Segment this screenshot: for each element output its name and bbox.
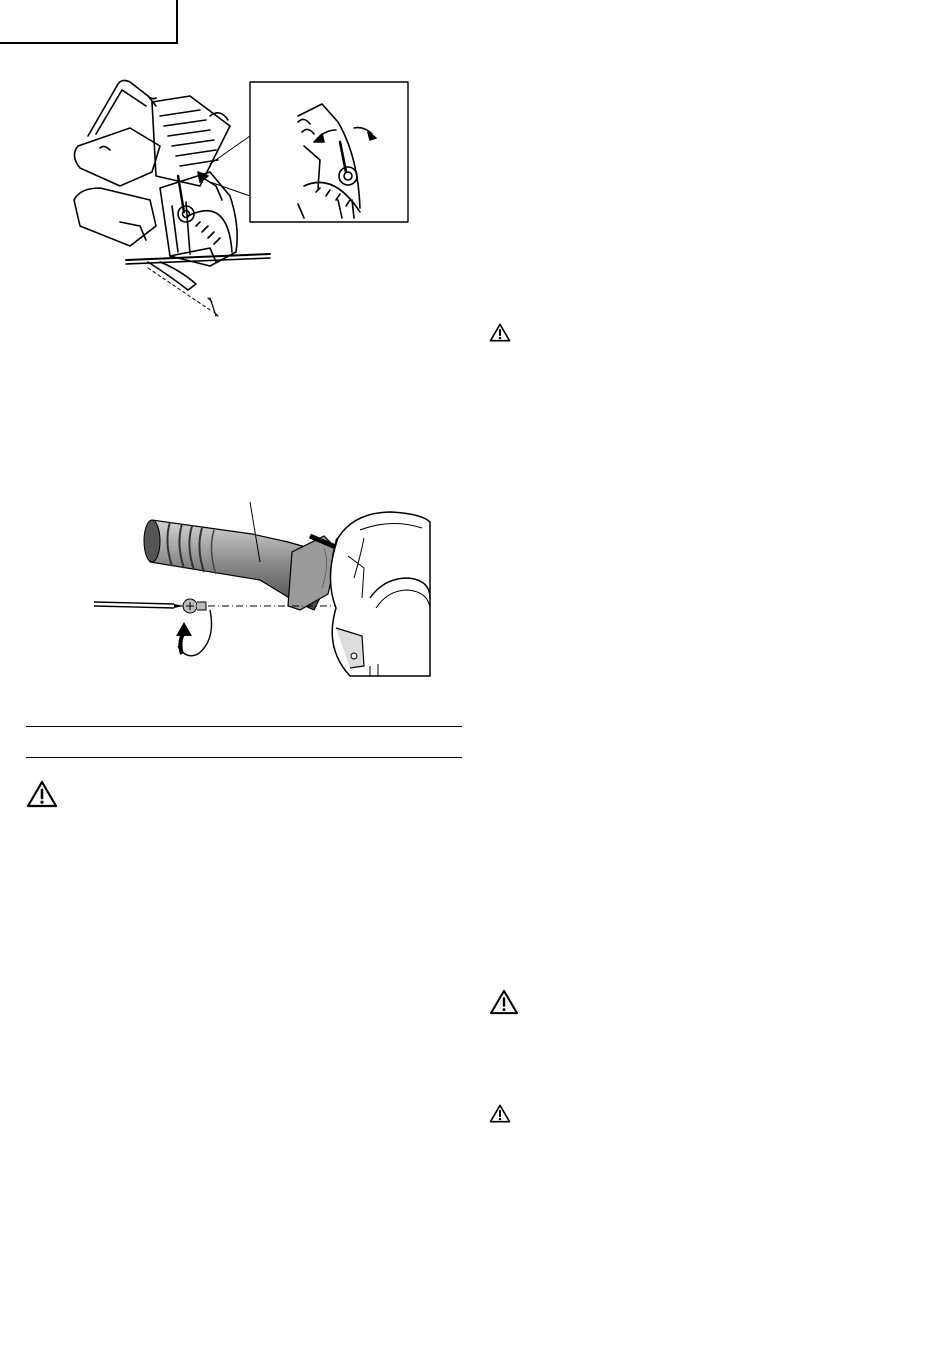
dust-nozzle-figure: [92, 498, 430, 676]
section-rule-top: [26, 726, 462, 727]
warning-icon-shape: [489, 1104, 511, 1123]
bevel-adjustment-figure: [60, 76, 420, 326]
corner-tab-box: [0, 0, 178, 44]
warning-icon: [489, 1104, 511, 1123]
warning-icon: [489, 989, 519, 1015]
dust-nozzle-drawing: [92, 498, 430, 676]
warning-icon-shape: [489, 989, 519, 1015]
warning-icon-shape: [26, 780, 58, 808]
saw-bevel-drawing: [60, 76, 420, 326]
section-rule-bottom: [26, 757, 462, 758]
warning-icon: [26, 780, 58, 808]
warning-icon-shape: [489, 323, 511, 342]
warning-icon: [489, 323, 511, 342]
